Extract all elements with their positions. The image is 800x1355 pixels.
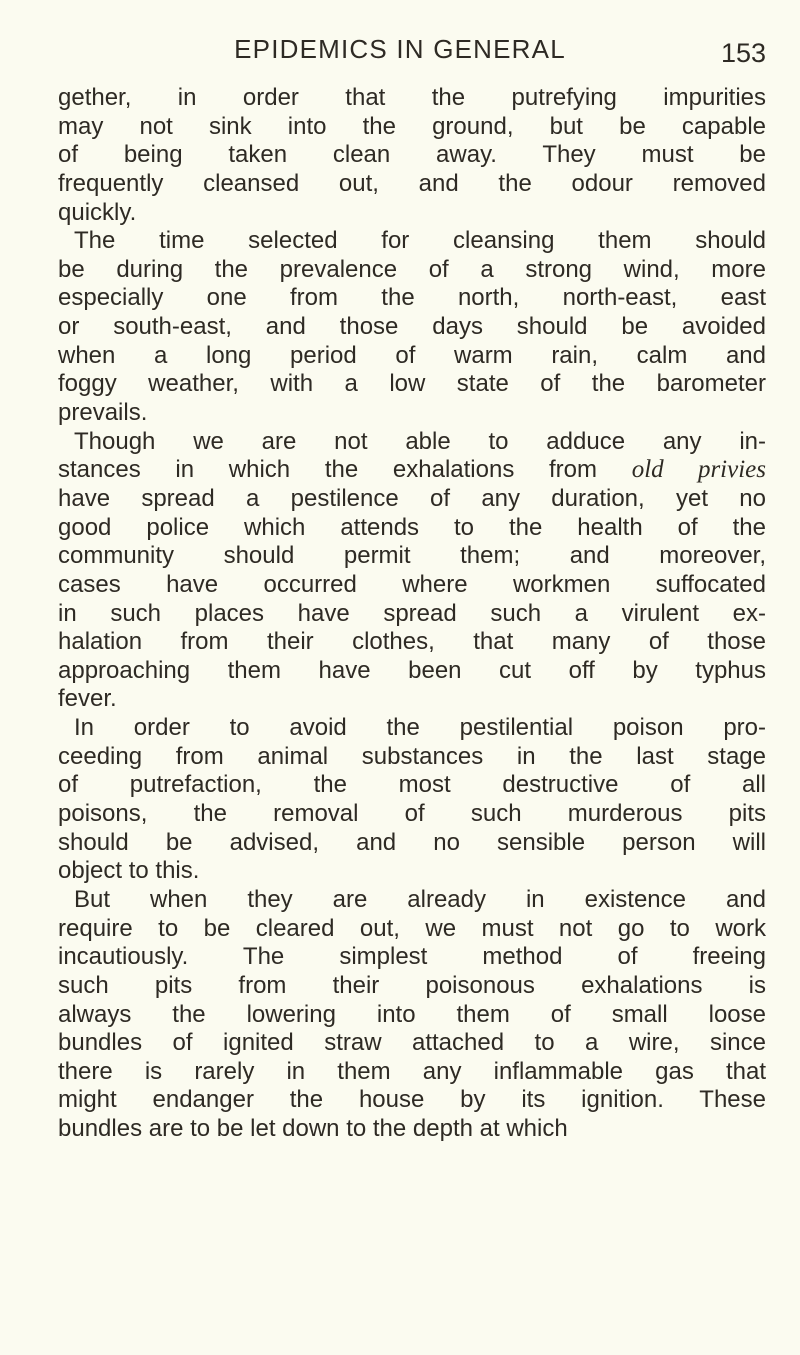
- text-line: [58, 1115, 766, 1144]
- text-line: [58, 342, 766, 371]
- text-segment: ceeding from animal substances in the last stage: [58, 742, 766, 770]
- text-segment: bundles are to be let down to the depth at which: [58, 1115, 568, 1143]
- text-segment: when a long period of warm rain, calm and: [58, 341, 766, 369]
- text-line: [58, 256, 766, 285]
- text-segment: Though we are not able to adduce any in-: [74, 427, 766, 455]
- text-segment: cases have occurred where workmen suffocated: [58, 570, 766, 598]
- paragraph: [58, 428, 766, 714]
- text-line: [58, 113, 766, 142]
- text-line: [58, 714, 766, 743]
- text-line: [58, 571, 766, 600]
- text-line: [58, 84, 766, 113]
- text-line: [58, 771, 766, 800]
- text-line: [58, 800, 766, 829]
- text-segment: community should permit them; and moreover,: [58, 542, 766, 570]
- text-line: [58, 628, 766, 657]
- text-line: [58, 972, 766, 1001]
- text-segment: require to be cleared out, we must not go to work: [58, 914, 766, 942]
- body-text: [58, 84, 766, 1144]
- italic-phrase: old privies: [631, 456, 766, 484]
- paragraph: [58, 227, 766, 427]
- text-segment: bundles of ignited straw attached to a wire, since: [58, 1029, 766, 1057]
- text-segment: In order to avoid the pestilential poison pro-: [74, 714, 766, 742]
- text-segment: prevails.: [58, 399, 148, 427]
- text-line: [58, 514, 766, 543]
- text-segment: may not sink into the ground, but be capable: [58, 112, 766, 140]
- text-segment: have spread a pestilence of any duration, yet no: [58, 484, 766, 512]
- text-segment: halation from their clothes, that many of those: [58, 628, 766, 656]
- text-line: [58, 1001, 766, 1030]
- text-segment: in such places have spread such a virulent ex-: [58, 599, 766, 627]
- text-line: [58, 370, 766, 399]
- text-line: [58, 886, 766, 915]
- text-segment: be during the prevalence of a strong wind, more: [58, 255, 766, 283]
- page-number: 153: [720, 38, 766, 68]
- text-line: [58, 685, 766, 714]
- text-segment: object to this.: [58, 857, 200, 885]
- running-title: EPIDEMICS IN GENERAL: [234, 34, 566, 64]
- text-line: [58, 485, 766, 514]
- text-segment: stances in which the exhalations from: [58, 456, 632, 484]
- text-segment: poisons, the removal of such murderous pits: [58, 800, 766, 828]
- text-line: [58, 857, 766, 886]
- text-line: [58, 743, 766, 772]
- text-segment: good police which attends to the health of the: [58, 513, 766, 541]
- text-line: [58, 170, 766, 199]
- text-line: [58, 313, 766, 342]
- text-line: [58, 542, 766, 571]
- text-line: [58, 141, 766, 170]
- text-segment: there is rarely in them any inflammable gas that: [58, 1057, 766, 1085]
- text-segment: approaching them have been cut off by typhus: [58, 656, 766, 684]
- text-segment: quickly.: [58, 198, 137, 226]
- text-segment: frequently cleansed out, and the odour removed: [58, 169, 766, 197]
- paragraph: [58, 714, 766, 886]
- text-line: [58, 915, 766, 944]
- text-line: [58, 1029, 766, 1058]
- text-segment: always the lowering into them of small loose: [58, 1000, 766, 1028]
- text-line: [58, 399, 766, 428]
- text-segment: such pits from their poisonous exhalations is: [58, 971, 766, 999]
- paragraph: [58, 886, 766, 1144]
- paragraph: [58, 84, 766, 227]
- text-line: [58, 284, 766, 313]
- text-segment: of putrefaction, the most destructive of all: [58, 771, 766, 799]
- text-segment: incautiously. The simplest method of freeing: [58, 943, 766, 971]
- text-line: [58, 199, 766, 228]
- text-segment: gether, in order that the putrefying impurities: [58, 84, 766, 111]
- text-segment: or south-east, and those days should be avoided: [58, 313, 766, 341]
- text-line: [58, 428, 766, 457]
- text-line: [58, 227, 766, 256]
- text-line: [58, 829, 766, 858]
- text-line: [58, 1086, 766, 1115]
- text-line: [58, 657, 766, 686]
- text-line: [58, 600, 766, 629]
- text-segment: especially one from the north, north-east, east: [58, 284, 766, 312]
- text-segment: The time selected for cleansing them should: [74, 227, 766, 255]
- text-line: [58, 456, 766, 485]
- text-segment: foggy weather, with a low state of the barometer: [58, 370, 766, 398]
- text-segment: of being taken clean away. They must be: [58, 141, 766, 169]
- page-header: [0, 34, 800, 74]
- text-segment: might endanger the house by its ignition. These: [58, 1086, 766, 1114]
- text-line: [58, 1058, 766, 1087]
- text-segment: should be advised, and no sensible person will: [58, 828, 766, 856]
- text-line: [58, 943, 766, 972]
- text-segment: fever.: [58, 685, 117, 713]
- text-segment: But when they are already in existence and: [74, 885, 766, 913]
